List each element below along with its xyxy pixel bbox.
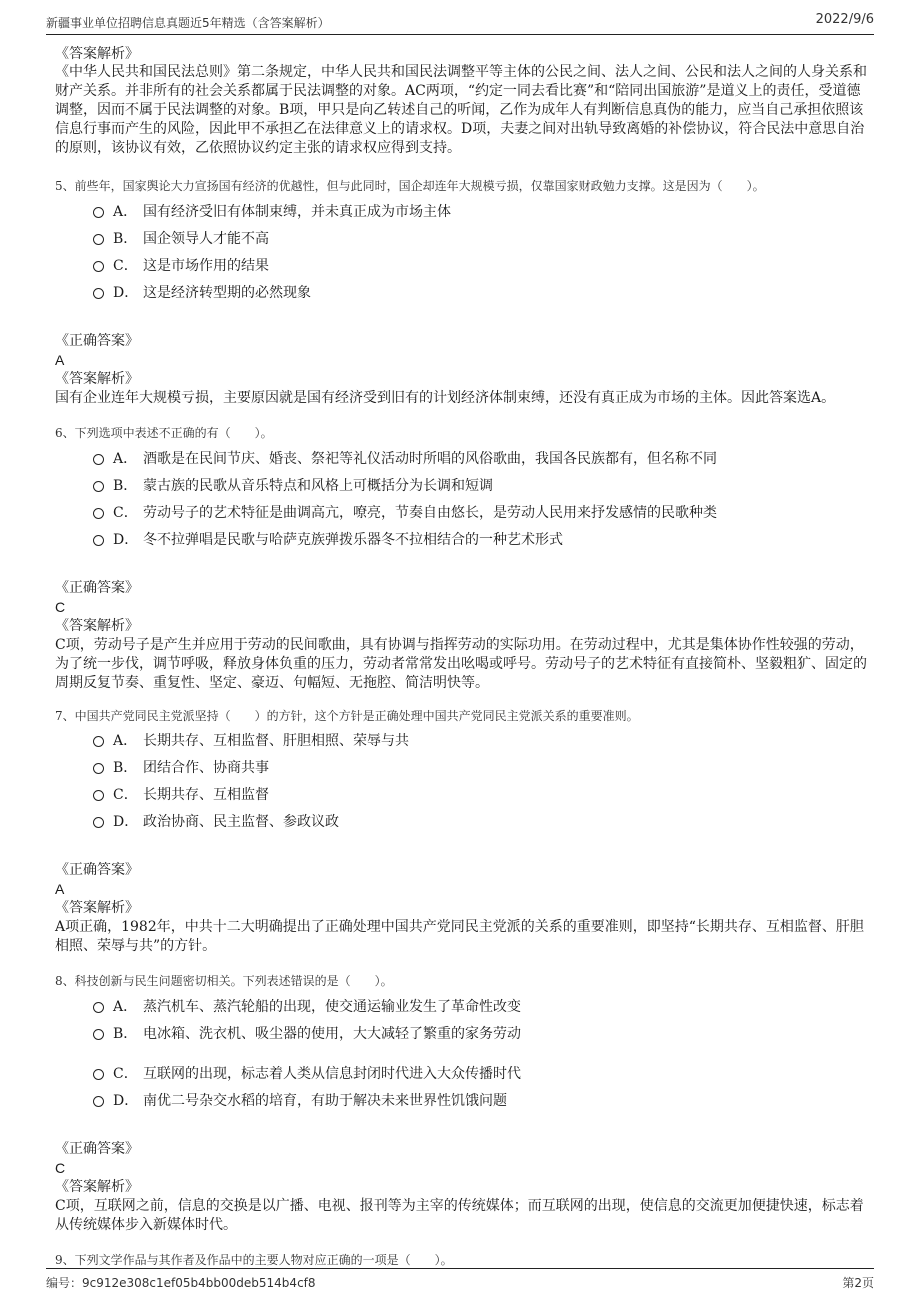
option-a[interactable] bbox=[55, 201, 874, 228]
page-content bbox=[55, 44, 874, 1268]
option-a[interactable] bbox=[55, 730, 874, 757]
correct-answer: C bbox=[55, 599, 66, 615]
option-text: 团结合作、协商共事 bbox=[143, 760, 269, 776]
option-letter: C． bbox=[113, 505, 138, 521]
option-c[interactable] bbox=[55, 784, 874, 811]
option-text: 国企领导人才能不高 bbox=[143, 231, 269, 247]
analysis-label: 《答案解析》 bbox=[55, 371, 139, 387]
option-d[interactable] bbox=[55, 529, 874, 556]
analysis-label: 《答案解析》 bbox=[55, 618, 139, 634]
correct-answer-label: 《正确答案》 bbox=[55, 862, 139, 878]
option-a[interactable] bbox=[55, 996, 874, 1023]
radio-icon[interactable] bbox=[93, 1096, 104, 1107]
option-text: 电冰箱、洗衣机、吸尘器的使用，大大减轻了繁重的家务劳动 bbox=[143, 1026, 521, 1042]
correct-answer-label: 《正确答案》 bbox=[55, 1141, 139, 1157]
page-footer bbox=[46, 1268, 874, 1293]
option-letter: B． bbox=[113, 231, 138, 247]
page-header bbox=[46, 10, 874, 35]
option-b[interactable] bbox=[55, 757, 874, 784]
option-letter: C． bbox=[113, 787, 138, 803]
question-stem: 8、科技创新与民生问题密切相关。下列表述错误的是（ ）。 bbox=[55, 974, 393, 988]
analysis-text: A项正确，1982年，中共十二大明确提出了正确处理中国共产党同民主党派的关系的重要准则，即坚持“长期共存、互相监督、肝胆相照、荣辱与共”的方针。 bbox=[55, 919, 864, 954]
option-text: 这是经济转型期的必然现象 bbox=[143, 285, 311, 301]
option-letter: D． bbox=[113, 285, 139, 301]
option-text: 国有经济受旧有体制束缚，并未真正成为市场主体 bbox=[143, 204, 451, 220]
radio-icon[interactable] bbox=[93, 763, 104, 774]
radio-icon[interactable] bbox=[93, 234, 104, 245]
question-stem: 9、下列文学作品与其作者及作品中的主要人物对应正确的一项是（ ）。 bbox=[55, 1253, 453, 1267]
option-b[interactable] bbox=[55, 475, 874, 502]
options-list bbox=[55, 201, 874, 309]
option-text: 冬不拉弹唱是民歌与哈萨克族弹拨乐器冬不拉相结合的一种艺术形式 bbox=[143, 532, 563, 548]
option-text: 政治协商、民主监督、参政议政 bbox=[143, 814, 339, 830]
radio-icon[interactable] bbox=[93, 261, 104, 272]
option-letter: A． bbox=[113, 451, 138, 467]
radio-icon[interactable] bbox=[93, 817, 104, 828]
option-letter: B． bbox=[113, 478, 138, 494]
document-code: 编号：9c912e308c1ef05b4bb00deb514b4cf8 bbox=[46, 1276, 316, 1290]
option-text: 酒歌是在民间节庆、婚丧、祭祀等礼仪活动时所唱的风俗歌曲，我国各民族都有，但名称不同 bbox=[143, 451, 717, 467]
option-letter: A． bbox=[113, 204, 138, 220]
options-list bbox=[55, 448, 874, 556]
correct-answer-label: 《正确答案》 bbox=[55, 333, 139, 349]
question-stem: 7、中国共产党同民主党派坚持（ ）的方针，这个方针是正确处理中国共产党同民主党派关系的重要准则。 bbox=[55, 709, 639, 723]
radio-icon[interactable] bbox=[93, 736, 104, 747]
correct-answer: A bbox=[55, 881, 65, 897]
option-text: 长期共存、互相监督、肝胆相照、荣辱与共 bbox=[143, 733, 409, 749]
analysis-label: 《答案解析》 bbox=[55, 46, 139, 62]
option-b[interactable] bbox=[55, 1023, 874, 1063]
radio-icon[interactable] bbox=[93, 454, 104, 465]
option-text: 蒙古族的民歌从音乐特点和风格上可概括分为长调和短调 bbox=[143, 478, 493, 494]
watermark: www.zixin.com.cn bbox=[250, 581, 788, 644]
option-c[interactable] bbox=[55, 255, 874, 282]
option-text: 南优二号杂交水稻的培育，有助于解决未来世界性饥饿问题 bbox=[143, 1093, 507, 1109]
option-text: 劳动号子的艺术特征是曲调高亢，嘹亮，节奏自由悠长，是劳动人民用来抒发感情的民歌种类 bbox=[143, 505, 717, 521]
option-c[interactable] bbox=[55, 502, 874, 529]
option-b[interactable] bbox=[55, 228, 874, 255]
question-stem: 5、前些年，国家舆论大力宣扬国有经济的优越性，但与此同时，国企却连年大规模亏损，仅靠国家财政勉力支撑。这是因为（ ）。 bbox=[55, 179, 765, 193]
analysis-label: 《答案解析》 bbox=[55, 900, 139, 916]
analysis-text: C项，劳动号子是产生并应用于劳动的民间歌曲，具有协调与指挥劳动的实际功用。在劳动过程中，尤其是集体协作性较强的劳动，为了统一步伐，调节呼吸，释放身体负重的压力，劳动者常常发出吆喝或呼号。劳动号子的艺术特征有直接简朴、坚毅粗犷、固定的周期反复节奏、重复性、坚定、豪迈、句幅短、无拖腔、简洁明快等。 bbox=[55, 637, 867, 691]
analysis-text: 国有企业连年大规模亏损，主要原因就是国有经济受到旧有的计划经济体制束缚，还没有真正成为市场的主体。因此答案选A。 bbox=[55, 390, 836, 406]
radio-icon[interactable] bbox=[93, 1002, 104, 1013]
option-text: 互联网的出现，标志着人类从信息封闭时代进入大众传播时代 bbox=[143, 1066, 521, 1082]
page-number: 第2页 bbox=[842, 1276, 874, 1290]
option-letter: C． bbox=[113, 1066, 138, 1082]
option-d[interactable] bbox=[55, 811, 874, 838]
option-c[interactable] bbox=[55, 1063, 874, 1090]
radio-icon[interactable] bbox=[93, 481, 104, 492]
option-letter: D． bbox=[113, 814, 139, 830]
option-text: 这是市场作用的结果 bbox=[143, 258, 269, 274]
analysis-text: 《中华人民共和国民法总则》第二条规定，中华人民共和国民法调整平等主体的公民之间、法人之间、公民和法人之间的人身关系和财产关系。并非所有的社会关系都属于民法调整的对象。AC两项，“约定一同去看比赛”和“陪同出国旅游”是道义上的责任，受道德调整，因而不属于民法调整的对象。B项，甲只是向乙转述自己的听闻，乙作为成年人有判断信息真伪的能力，应当自己承担依照该信息行事而产生的风险，因此甲不承担乙在法律意义上的请求权。D项，夫妻之间对出轨导致离婚的补偿协议，符合民法中意思自治的原则，该协议有效，乙依照协议约定主张的请求权应得到支持。 bbox=[55, 64, 867, 156]
option-letter: D． bbox=[113, 1093, 139, 1109]
option-text: 长期共存、互相监督 bbox=[143, 787, 269, 803]
correct-answer: A bbox=[55, 352, 65, 368]
option-text: 蒸汽机车、蒸汽轮船的出现，使交通运输业发生了革命性改变 bbox=[143, 999, 521, 1015]
document-title: 新疆事业单位招聘信息真题近5年精选（含答案解析） bbox=[46, 16, 330, 30]
radio-icon[interactable] bbox=[93, 1029, 104, 1040]
radio-icon[interactable] bbox=[93, 1069, 104, 1080]
radio-icon[interactable] bbox=[93, 790, 104, 801]
option-d[interactable] bbox=[55, 282, 874, 309]
radio-icon[interactable] bbox=[93, 535, 104, 546]
options-list bbox=[55, 730, 874, 838]
option-letter: B． bbox=[113, 760, 138, 776]
question-stem: 6、下列选项中表述不正确的有（ ）。 bbox=[55, 426, 273, 440]
analysis-text: C项，互联网之前，信息的交换是以广播、电视、报刊等为主宰的传统媒体；而互联网的出现，使信息的交流更加便捷快速，标志着从传统媒体步入新媒体时代。 bbox=[55, 1198, 864, 1233]
option-d[interactable] bbox=[55, 1090, 874, 1117]
option-letter: A． bbox=[113, 999, 138, 1015]
radio-icon[interactable] bbox=[93, 207, 104, 218]
option-letter: A． bbox=[113, 733, 138, 749]
radio-icon[interactable] bbox=[93, 508, 104, 519]
option-letter: C． bbox=[113, 258, 138, 274]
option-a[interactable] bbox=[55, 448, 874, 475]
options-list bbox=[55, 996, 874, 1117]
document-date: 2022/9/6 bbox=[815, 12, 874, 27]
correct-answer-label: 《正确答案》 bbox=[55, 580, 139, 596]
analysis-label: 《答案解析》 bbox=[55, 1179, 139, 1195]
radio-icon[interactable] bbox=[93, 288, 104, 299]
correct-answer: C bbox=[55, 1160, 66, 1176]
option-letter: D． bbox=[113, 532, 139, 548]
option-letter: B． bbox=[113, 1026, 138, 1042]
